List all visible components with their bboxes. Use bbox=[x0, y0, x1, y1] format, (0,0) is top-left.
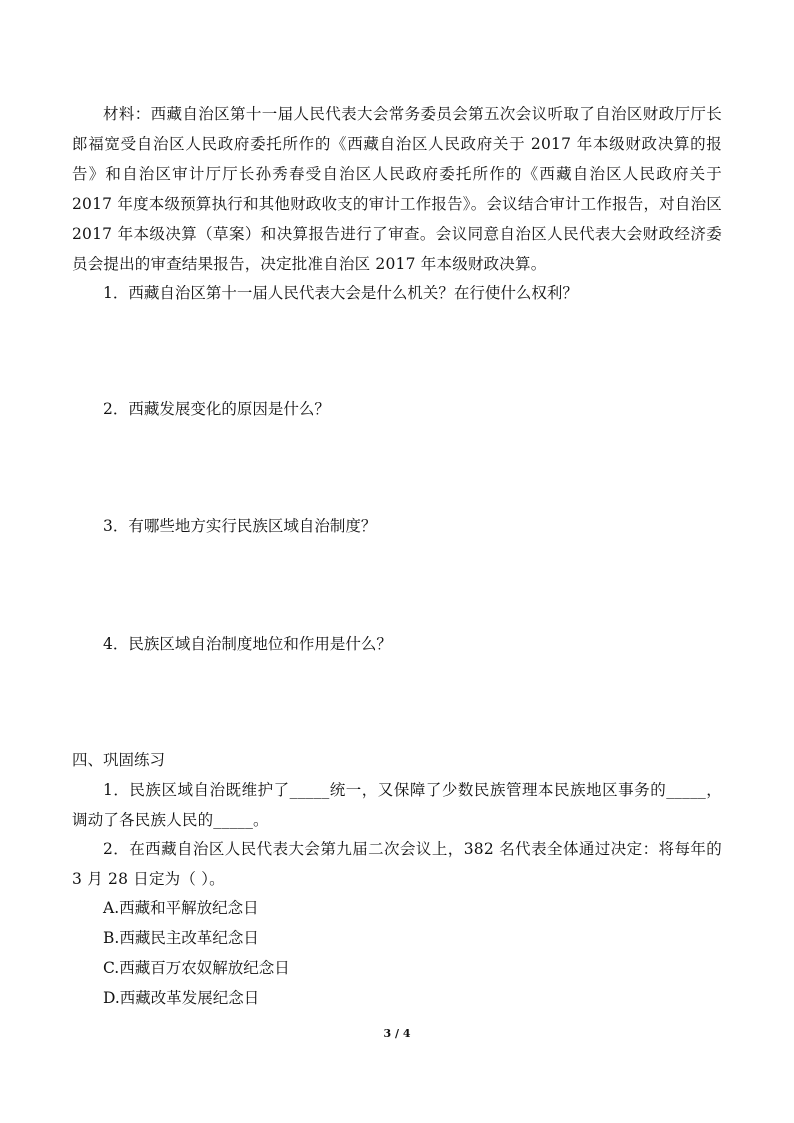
section-title: 四、巩固练习 bbox=[72, 751, 166, 769]
question-1: 1．西藏自治区第十一届人民代表大会是什么机关？在行使什么权利？ bbox=[103, 284, 578, 302]
option-c: C.西藏百万农奴解放纪念日 bbox=[103, 959, 290, 977]
page-number: 3 / 4 bbox=[383, 1027, 411, 1040]
exercise-1: 1．民族区域自治既维护了_____统一，又保障了少数民族管理本民族地区事务的_____，调动了各民族人民的_____。 bbox=[72, 781, 722, 829]
exercise-2: 2．在西藏自治区人民代表大会第九届二次会议上，382 名代表全体通过决定：将每年的 3 月 28 日定为（ ）。 bbox=[72, 840, 722, 888]
material-paragraph: 材料：西藏自治区第十一届人民代表大会常务委员会第五次会议听取了自治区财政厅厅长郎福宽受自治区人民政府委托所作的《西藏自治区人民政府关于 2017 年本级财政决算的报告》和自治区审计厅厅长孙秀春受自治区人民政府委托所作的《西藏自治区人民政府关于 2017 年度本级预算执行和其他财政收支的审计工作报告》。会议结合审计工作报告，对自治区 2017 年本级决算（草案）和决算报告进行了审查。会议同意自治区人民代表大会财政经济委员会提出的审查结果报告，决定批准自治区 2017 年本级财政决算。 bbox=[72, 105, 722, 273]
question-3: 3．有哪些地方实行民族区域自治制度？ bbox=[103, 517, 377, 535]
option-a: A.西藏和平解放纪念日 bbox=[103, 899, 259, 917]
option-d: D.西藏改革发展纪念日 bbox=[103, 989, 260, 1007]
question-4: 4．民族区域自治制度地位和作用是什么？ bbox=[103, 635, 392, 653]
question-2: 2．西藏发展变化的原因是什么？ bbox=[103, 400, 330, 418]
option-b: B.西藏民主改革纪念日 bbox=[103, 929, 259, 947]
